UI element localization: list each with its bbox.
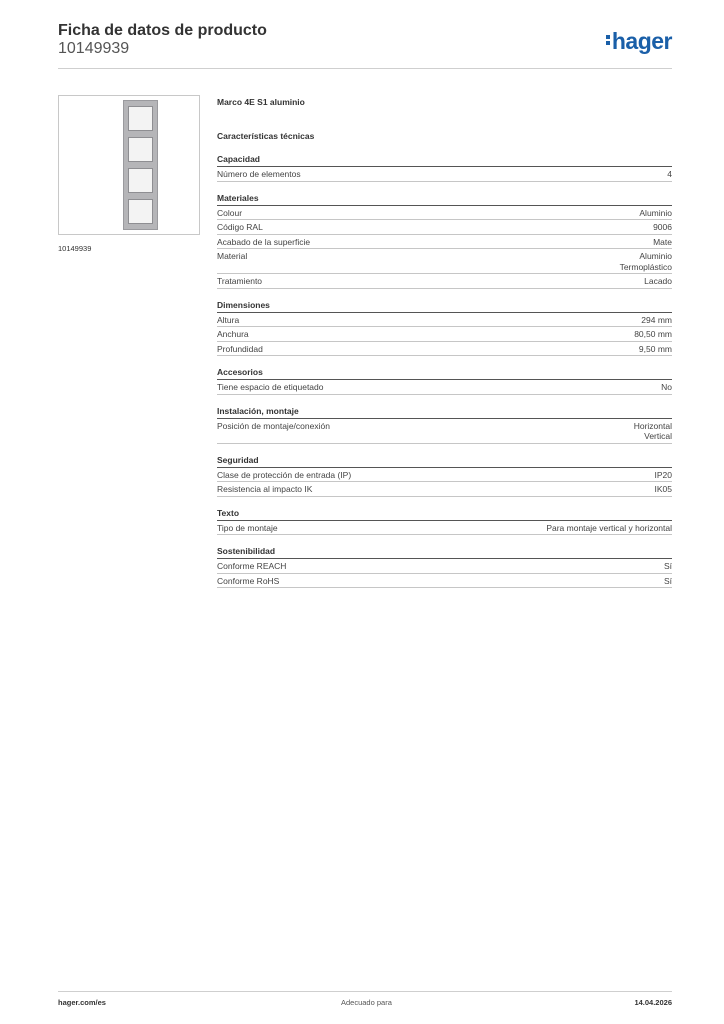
spec-label: Anchura: [217, 329, 249, 339]
document-number: 10149939: [58, 40, 130, 57]
spec-label: Clase de protección de entrada (IP): [217, 469, 352, 480]
section-title: Capacidad: [217, 152, 672, 167]
footer-website: hager.com/es: [58, 998, 106, 1007]
spec-value: 9006: [653, 222, 672, 232]
logo-mark-icon: [606, 33, 610, 47]
spec-value: No: [661, 382, 672, 392]
hager-logo: [606, 28, 672, 55]
spec-value: Aluminio: [639, 207, 672, 218]
spec-value: Sí: [663, 561, 672, 571]
section-title: Sostenibilidad: [217, 544, 672, 559]
product-image: [58, 95, 200, 235]
spec-row: [217, 574, 672, 589]
section-title: Materiales: [217, 191, 672, 206]
spec-value: IK05: [654, 484, 672, 494]
spec-label: Profundidad: [217, 343, 263, 354]
technical-heading: Características técnicas: [217, 131, 315, 141]
frame-opening: [128, 199, 153, 224]
spec-row: [217, 249, 672, 274]
footer-date: 14.04.2026: [634, 998, 672, 1007]
spec-row: [217, 342, 672, 357]
spec-value: 4: [667, 169, 672, 179]
spec-row: [217, 468, 672, 483]
specifications: [217, 95, 672, 588]
spec-label: Conforme REACH: [217, 561, 287, 571]
spec-label: Número de elementos: [217, 169, 301, 179]
spec-section: [217, 191, 672, 289]
section-title: Accesorios: [217, 365, 672, 380]
spec-section: [217, 298, 672, 357]
section-title: Dimensiones: [217, 298, 672, 313]
spec-row: [217, 274, 672, 289]
spec-label: Conforme RoHS: [217, 575, 280, 586]
frame-opening: [128, 106, 153, 131]
spec-row: [217, 220, 672, 235]
spec-section: [217, 152, 672, 182]
spec-row: [217, 327, 672, 342]
spec-row: [217, 419, 672, 444]
spec-row: [217, 482, 672, 497]
section-title: Texto: [217, 506, 672, 521]
header-divider: [58, 68, 672, 69]
spec-value: 294 mm: [641, 314, 672, 325]
spec-row: [217, 380, 672, 395]
spec-sections: [217, 152, 672, 588]
spec-label: Acabado de la superficie: [217, 236, 311, 247]
image-caption: 10149939: [58, 244, 92, 253]
spec-label: Tiene espacio de etiquetado: [217, 382, 324, 392]
section-title: Instalación, montaje: [217, 404, 672, 419]
frame-opening: [128, 137, 153, 162]
spec-section: [217, 506, 672, 536]
spec-value: Horizontal Vertical: [633, 420, 672, 441]
spec-label: Posición de montaje/conexión: [217, 420, 330, 431]
section-title: Seguridad: [217, 453, 672, 468]
product-name: Marco 4E S1 aluminio: [217, 97, 305, 107]
logo-text: hager: [611, 28, 672, 54]
spec-label: Tipo de montaje: [217, 522, 278, 533]
spec-section: [217, 365, 672, 395]
spec-section: [217, 404, 672, 444]
spec-value: Aluminio Termoplástico: [619, 251, 672, 272]
spec-value: IP20: [654, 469, 672, 480]
spec-label: Material: [217, 251, 248, 261]
spec-row: [217, 521, 672, 536]
spec-label: Código RAL: [217, 222, 263, 232]
spec-row: [217, 559, 672, 574]
spec-label: Resistencia al impacto IK: [217, 484, 313, 494]
spec-value: Sí: [663, 575, 672, 586]
spec-row: [217, 313, 672, 328]
spec-value: 9,50 mm: [638, 343, 672, 354]
spec-value: Para montaje vertical y horizontal: [546, 522, 672, 533]
spec-value: Lacado: [644, 276, 672, 286]
footer-note: Adecuado para: [341, 998, 392, 1007]
spec-row: [217, 206, 672, 221]
document-header: [58, 22, 672, 58]
spec-label: Altura: [217, 314, 240, 325]
spec-value: 80,50 mm: [634, 329, 672, 339]
spec-row: [217, 167, 672, 182]
spec-value: Mate: [653, 236, 672, 247]
footer-divider: [58, 991, 672, 992]
frame-opening: [128, 168, 153, 193]
spec-row: [217, 235, 672, 250]
spec-label: Tratamiento: [217, 276, 263, 286]
spec-label: Colour: [217, 207, 243, 218]
spec-section: [217, 544, 672, 588]
document-title: Ficha de datos de producto: [58, 22, 267, 39]
frame-illustration: [123, 100, 158, 230]
spec-section: [217, 453, 672, 497]
